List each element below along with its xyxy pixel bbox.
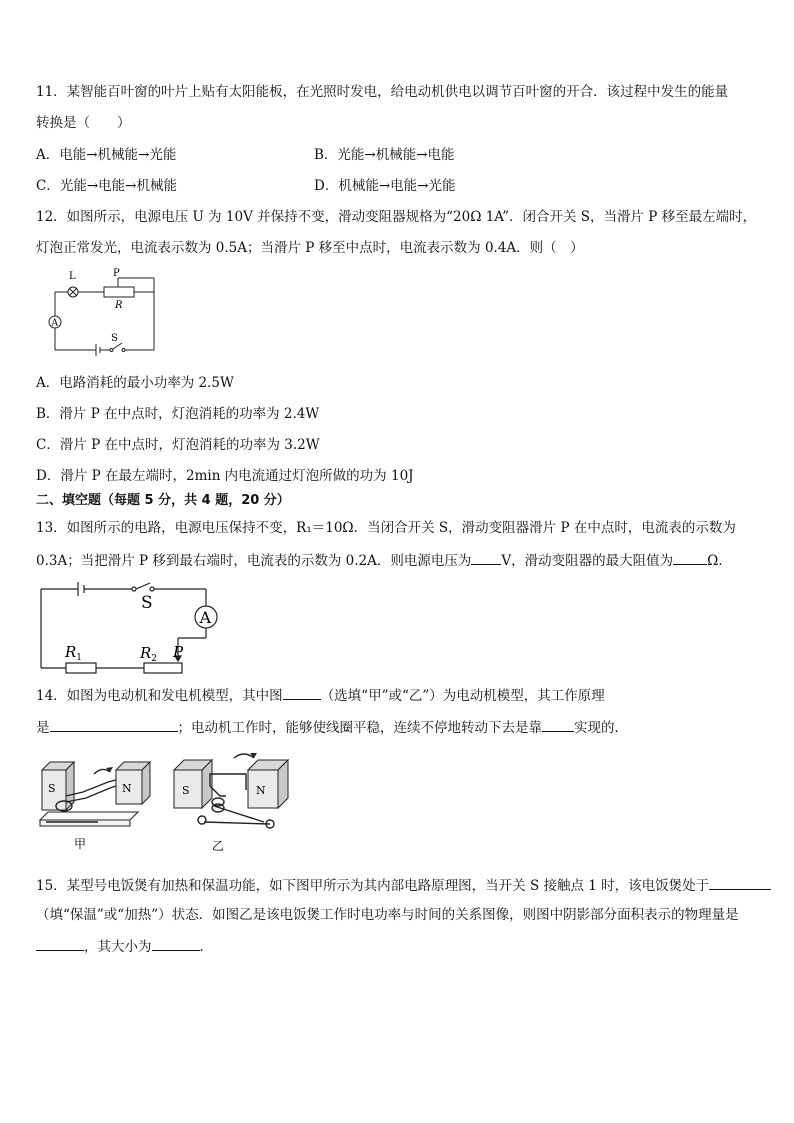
lamp-label: L — [69, 271, 76, 282]
q15-stem-line2: （填“保温”或“加热”）状态．如图乙是该电饭煲工作时电功率与时间的关系图像，则图中阴影部分面积表示的物理量是 — [36, 907, 739, 923]
q12-option-d: D．滑片 P 在最左端时，2min 内电流通过灯泡所做的功为 10J — [36, 468, 414, 484]
q13-blank-voltage[interactable] — [471, 551, 501, 565]
q13-blank-resistance[interactable] — [673, 551, 707, 565]
q12-stem-line1: 12．如图所示，电源电压 U 为 10V 并保持不变，滑动变阻器规格为“20Ω 1A”．闭合开关 S，当滑片 P 移至最左端时， — [36, 209, 757, 225]
q14-text-b: （选填“甲”或“乙”）为电动机模型，其工作原理 — [320, 688, 605, 704]
rheostat-symbol — [104, 287, 134, 297]
ammeter-label: A — [51, 318, 58, 329]
q12-option-b: B．滑片 P 在中点时，灯泡消耗的功率为 2.4W — [36, 406, 320, 422]
q14-stem-line2 — [36, 718, 628, 737]
r1-label: $R_1$ — [65, 643, 83, 663]
q13-text-b: V，滑动变阻器的最大阻值为 — [501, 553, 674, 569]
r2-symbol — [144, 663, 182, 673]
q13-switch-symbol — [136, 583, 150, 589]
q14-text-a: 14．如图为电动机和发电机模型，其中图 — [36, 688, 283, 704]
q12-stem-line2: 灯泡正常发光，电流表示数为 0.5A；当滑片 P 移至中点时，电流表示数为 0.4A．则（ ） — [36, 240, 584, 256]
q13-ammeter-label: A — [199, 608, 212, 627]
q12-option-c: C．滑片 P 在中点时，灯泡消耗的功率为 3.2W — [36, 437, 320, 453]
q14-blank-model[interactable] — [283, 686, 321, 700]
jia-caption: 甲 — [74, 837, 87, 851]
q13-stem-line1: 13．如图所示的电路，电源电压保持不变，R₁＝10Ω．当闭合开关 S，滑动变阻器滑片 P 在中点时，电流表的示数为 — [36, 520, 736, 536]
q13-text-a: 0.3A；当把滑片 P 移到最右端时，电流表的示数为 0.2A．则电源电压为 — [36, 553, 472, 569]
q11-option-b: B．光能→机械能→电能 — [314, 147, 455, 163]
jia-s-label: S — [48, 782, 56, 795]
q14-text-c: 是 — [36, 720, 50, 736]
q14-blank-principle[interactable] — [50, 718, 178, 732]
switch-label: S — [111, 333, 118, 344]
q11-option-a: A．电能→机械能→光能 — [36, 147, 177, 163]
section-title: 二、填空题（每题 5 分，共 4 题，20 分） — [36, 493, 290, 508]
jia-n-label: N — [122, 782, 132, 795]
q14-motor-model-jia — [38, 752, 158, 852]
q11-option-c: C．光能→电能→机械能 — [36, 178, 177, 194]
q12-option-a: A．电路消耗的最小功率为 2.5W — [36, 375, 234, 391]
yi-n-label: N — [256, 784, 266, 797]
q13-text-c: Ω． — [707, 553, 732, 569]
q14-stem-line1 — [36, 686, 605, 705]
q14-generator-model-yi — [170, 746, 300, 856]
q13-circuit-diagram — [38, 580, 228, 680]
q15-text-c: ． — [199, 939, 213, 955]
q15-stem-line3 — [36, 937, 213, 956]
yi-caption: 乙 — [212, 839, 225, 853]
q13-stem-line2 — [36, 551, 732, 570]
r2-label: $R_2$ — [140, 644, 158, 664]
q15-blank-state[interactable] — [709, 876, 771, 890]
r1-symbol — [66, 663, 96, 673]
q13-switch-label: S — [141, 593, 153, 613]
q15-blank-value[interactable] — [152, 937, 200, 951]
q14-text-e: 实现的． — [574, 720, 628, 736]
q14-text-d: ；电动机工作时，能够使线圈平稳，连续不停地转动下去是靠 — [177, 720, 542, 736]
q11-option-d: D．机械能→电能→光能 — [314, 178, 456, 194]
q11-stem-line2: 转换是（ ） — [36, 115, 131, 131]
q14-blank-device[interactable] — [542, 718, 574, 732]
q11-stem-line1: 11．某智能百叶窗的叶片上贴有太阳能板，在光照时发电，给电动机供电以调节百叶窗的开合．该过程中发生的能量 — [36, 84, 729, 100]
slider-label: P — [113, 268, 120, 279]
q15-text-a: 15．某型号电饭煲有加热和保温功能，如下图甲所示为其内部电路原理图，当开关 S 接触点 1 时，该电饭煲处于 — [36, 878, 710, 894]
q15-blank-quantity[interactable] — [36, 937, 84, 951]
resistor-label: R — [115, 300, 123, 311]
yi-s-label: S — [182, 784, 190, 797]
q12-circuit-diagram — [40, 264, 160, 360]
q15-stem-line1 — [36, 876, 771, 895]
q15-text-b: ，其大小为 — [84, 939, 152, 955]
q13-slider-label: P — [173, 643, 184, 661]
